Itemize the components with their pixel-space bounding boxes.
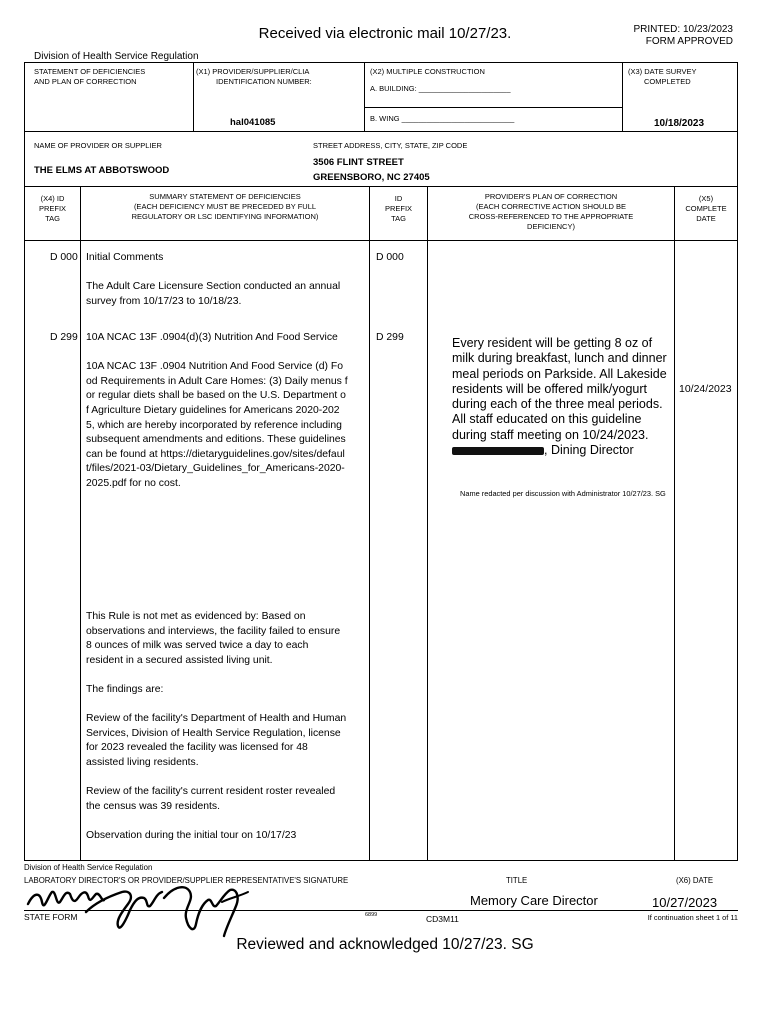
findings-intro: This Rule is not met as evidenced by: Based on observations and interviews, the facility failed to ensure 8 ounces of milk was served twice a day to each resident in a secured assisted living unit. xyxy=(86,611,341,666)
received-note: Received via electronic mail 10/27/23. xyxy=(258,25,512,42)
printed-line: PRINTED: 10/23/2023 xyxy=(633,24,733,35)
x6-date-label: (X6) DATE xyxy=(676,876,714,885)
provider-id-number: hal041085 xyxy=(230,117,276,128)
statement-label-line: STATEMENT OF DEFICIENCIES xyxy=(34,67,146,76)
id-header-line: TAG xyxy=(391,214,406,223)
continuation-sheet: If continuation sheet 1 of 11 xyxy=(647,913,738,922)
event-id: CD3M11 xyxy=(426,914,459,924)
d299-title: 10A NCAC 13F .0904(d)(3) Nutrition And Food Service xyxy=(86,332,338,343)
divider xyxy=(622,62,623,132)
right-border xyxy=(737,62,738,861)
survey-completed-date: 10/18/2023 xyxy=(654,118,705,129)
provider-name-label: NAME OF PROVIDER OR SUPPLIER xyxy=(34,141,162,150)
plan-text: Every resident will be getting 8 oz of milk during breakfast, lunch and dinner meal periods on Parkside. All Lakeside residents will be offered milk/yogurt during each of the three meal periods. All staff educated on this guideline during staff meeting on 10/24/2023. xyxy=(452,336,667,442)
tag-d000: D 000 xyxy=(50,252,78,263)
x3-label xyxy=(628,67,697,87)
summary-header-line: SUMMARY STATEMENT OF DEFICIENCIES xyxy=(149,192,301,201)
summary-header xyxy=(81,192,369,222)
divider xyxy=(193,62,194,132)
column-line xyxy=(674,186,675,861)
x4-header-line: TAG xyxy=(45,214,60,223)
bottom-border xyxy=(24,860,738,861)
x4-header-line: PREFIX xyxy=(38,204,67,213)
x1-label-line: IDENTIFICATION NUMBER: xyxy=(216,77,312,86)
deficiency-summary xyxy=(86,251,348,324)
tag-d299-right: D 299 xyxy=(376,332,404,343)
d299-summary xyxy=(86,331,348,506)
d299-rule: 10A NCAC 13F .0904 Nutrition And Food Service (d) Food Requirements in Adult Care Homes: (3) Daily menus for regular diets shall be based on the U.S. Department of Agriculture Dietary guidelines for Americans 2020-2025, which are hereby incorporated by reference including subsequent amendments and editions. These guidelines can be found at https://dietaryguidelines.gov/sites/default/files/2021-03/Dietary_Guidelines_for_Americans-2020-2025.pdf for no cost. xyxy=(86,361,348,489)
wing-label: B. WING ___________________________ xyxy=(370,114,515,123)
plan-header-line: CROSS-REFERENCED TO THE APPROPRIATE xyxy=(468,212,634,221)
acknowledged-note: Reviewed and acknowledged 10/27/23. SG xyxy=(236,936,534,953)
plan-header-line: PROVIDER'S PLAN OF CORRECTION xyxy=(484,192,618,201)
summary-header-line: (EACH DEFICIENCY MUST BE PRECEDED BY FULL xyxy=(133,202,317,211)
printed-date xyxy=(600,24,733,48)
findings-census: Review of the facility's current resident roster revealed the census was 39 residents. xyxy=(86,786,336,812)
plan-of-correction xyxy=(452,336,670,458)
tag-d000-right: D 000 xyxy=(376,252,404,263)
column-line xyxy=(427,186,428,861)
divider xyxy=(364,107,622,108)
form-approved-line: FORM APPROVED xyxy=(645,36,733,47)
x1-label xyxy=(196,67,362,87)
redacted-name xyxy=(452,447,544,455)
plan-header xyxy=(428,192,674,232)
id-header xyxy=(370,194,427,224)
signer-title: , Dining Director xyxy=(544,443,634,458)
tag-d299: D 299 xyxy=(50,332,78,343)
footer-division: Division of Health Service Regulation xyxy=(24,863,153,872)
state-form-label: STATE FORM xyxy=(24,912,78,922)
x4-header-line: (X4) ID xyxy=(40,194,65,203)
x5-header xyxy=(675,194,737,224)
column-line xyxy=(80,186,81,861)
city-state-zip: GREENSBORO, NC 27405 xyxy=(313,172,430,183)
divider xyxy=(24,131,738,132)
plan-header-line: DEFICIENCY) xyxy=(527,222,575,231)
x1-label-line: (X1) PROVIDER/SUPPLIER/CLIA xyxy=(196,67,310,76)
divider xyxy=(24,186,738,187)
id-header-line: PREFIX xyxy=(384,204,413,213)
divider xyxy=(364,62,365,132)
findings-license: Review of the facility's Department of Health and Human Services, Division of Health Service Regulation, license for 2023 revealed the facility was licensed for 48 assisted living residents. xyxy=(86,713,347,768)
x3-label-line: (X3) DATE SURVEY xyxy=(628,67,697,76)
id-header-line: ID xyxy=(394,194,403,203)
x3-label-line: COMPLETED xyxy=(644,77,691,86)
x5-header-line: DATE xyxy=(696,214,716,223)
address-label: STREET ADDRESS, CITY, STATE, ZIP CODE xyxy=(313,141,468,150)
column-line xyxy=(369,186,370,861)
plan-signer xyxy=(452,443,670,458)
signature-date: 10/27/2023 xyxy=(652,895,718,910)
findings-summary xyxy=(86,610,348,858)
signature-image xyxy=(26,878,251,940)
division-header: Division of Health Service Regulation xyxy=(34,51,199,62)
d000-text: The Adult Care Licensure Section conducted an annual survey from 10/17/23 to 10/18/23. xyxy=(86,281,341,307)
d000-title: Initial Comments xyxy=(86,252,164,263)
x5-header-line: (X5) xyxy=(698,194,714,203)
title-label: TITLE xyxy=(506,876,528,885)
top-border xyxy=(24,62,738,63)
findings-observation: Observation during the initial tour on 10/17/23 xyxy=(86,829,297,841)
left-border xyxy=(24,62,25,861)
street-address: 3506 FLINT STREET xyxy=(313,157,404,168)
statement-label-line: AND PLAN OF CORRECTION xyxy=(34,77,137,86)
form-code: 6899 xyxy=(365,912,378,918)
signer-title-value: Memory Care Director xyxy=(470,893,598,908)
plan-header-line: (EACH CORRECTIVE ACTION SHOULD BE xyxy=(475,202,627,211)
divider xyxy=(24,240,738,241)
x5-header-line: COMPLETE xyxy=(685,204,727,213)
redaction-note: Name redacted per discussion with Administrator 10/27/23. SG xyxy=(460,489,666,498)
statement-label xyxy=(34,67,145,87)
summary-header-line: REGULATORY OR LSC IDENTIFYING INFORMATION) xyxy=(131,212,319,221)
signature-label: LABORATORY DIRECTOR'S OR PROVIDER/SUPPLIER REPRESENTATIVE'S SIGNATURE xyxy=(24,876,349,885)
complete-date: 10/24/2023 xyxy=(679,383,732,395)
x2-label: (X2) MULTIPLE CONSTRUCTION xyxy=(370,67,485,76)
building-label: A. BUILDING: ______________________ xyxy=(370,84,511,93)
provider-name: THE ELMS AT ABBOTSWOOD xyxy=(34,165,170,176)
x4-header xyxy=(25,194,80,224)
findings-heading: The findings are: xyxy=(86,683,164,695)
